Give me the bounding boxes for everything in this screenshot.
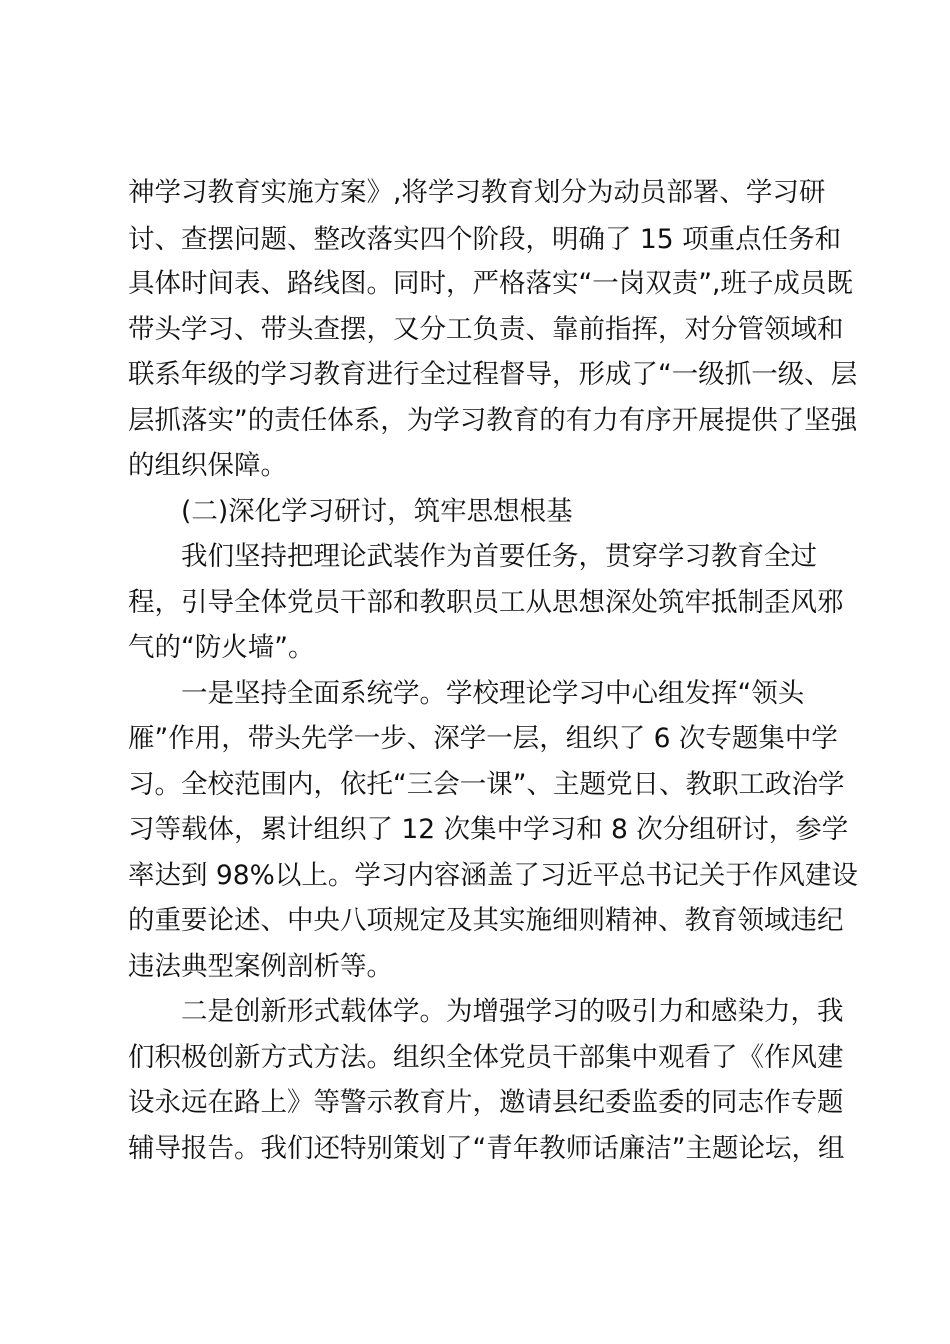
text-line-21: 设永远在路上》等警示教育片，邀请县纪委监委的同志作专题	[128, 1087, 844, 1118]
text-line-6: 层抓落实”的责任体系，为学习教育的有力有序开展提供了坚强	[128, 405, 858, 436]
text-line-2: 讨、查摆问题、整改落实四个阶段，明确了 15 项重点任务和	[128, 224, 842, 255]
text-line-4: 带头学习、带头查摆，又分工负责、靠前指挥，对分管领域和	[128, 314, 844, 345]
text-line-22: 辅导报告。我们还特别策划了“青年教师话廉洁”主题论坛，组	[128, 1133, 845, 1164]
text-line-18: 违法典型案例剖析等。	[128, 951, 393, 982]
text-line-13: 雁”作用，带头先学一步、深学一层，组织了 6 次专题集中学	[128, 723, 838, 754]
text-line-9: 我们坚持把理论武装作为首要任务，贯穿学习教育全过	[181, 541, 817, 572]
text-line-19: 二是创新形式载体学。为增强学习的吸引力和感染力，我	[181, 996, 844, 1027]
section-heading: (二)深化学习研讨，筑牢思想根基	[181, 496, 573, 527]
text-line-17: 的重要论述、中央八项规定及其实施细则精神、教育领域违纪	[128, 905, 844, 936]
text-line-11: 气的“防火墙”。	[128, 632, 315, 663]
text-line-5: 联系年级的学习教育进行全过程督导，形成了“一级抓一级、层	[128, 359, 858, 390]
text-line-1: 神学习教育实施方案》,将学习教育划分为动员部署、学习研	[128, 177, 826, 208]
text-line-12: 一是坚持全面系统学。学校理论学习中心组发挥“领头	[181, 678, 805, 709]
text-line-3: 具体时间表、路线图。同时，严格落实“一岗双责”,班子成员既	[128, 268, 853, 299]
text-line-14: 习。全校范围内，依托“三会一课”、主题党日、教职工政治学	[128, 769, 845, 800]
text-line-10: 程，引导全体党员干部和教职员工从思想深处筑牢抵制歪风邪	[128, 587, 844, 618]
text-line-20: 们积极创新方式方法。组织全体党员干部集中观看了《作风建	[128, 1042, 844, 1073]
text-line-16: 率达到 98%以上。学习内容涵盖了习近平总书记关于作风建设	[128, 860, 858, 891]
text-line-7: 的组织保障。	[128, 450, 287, 481]
text-line-15: 习等载体，累计组织了 12 次集中学习和 8 次分组研讨，参学	[128, 814, 849, 845]
